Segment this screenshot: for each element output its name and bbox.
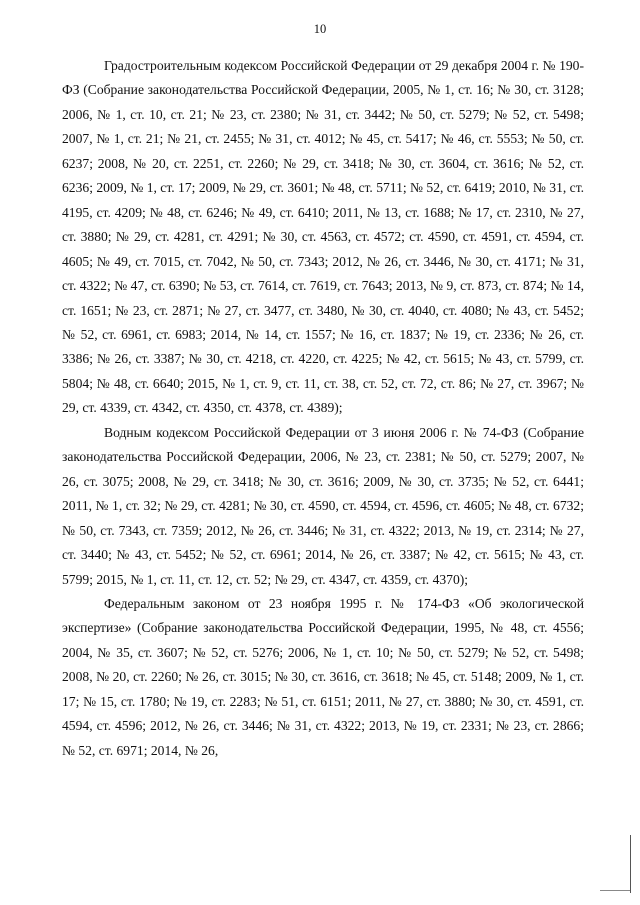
scan-corner-line <box>600 890 630 891</box>
paragraph-water-code: Водным кодексом Российской Федерации от 3 июня 2006 г. № 74-ФЗ (Собрание законодательства Российской Федерации, 2006, № 23, ст. 2381; № 50, ст. 5279; 2007, № 26, ст. 3075; 2008, № 29, ст. 3418; № 30, ст. 3616; 2009, № 30, ст. 3735; № 52, ст. 6441; 2011, № 1, ст. 32; № 29, ст. 4281; № 30, ст. 4590, ст. 4594, ст. 4596, ст. 4605; № 48, ст. 6732; № 50, ст. 7343, ст. 7359; 2012, № 26, ст. 3446; № 31, ст. 4322; 2013, № 19, ст. 2314; № 27, ст. 3440; № 43, ст. 5452; № 52, ст. 6961; 2014, № 26, ст. 3387; № 42, ст. 5615; № 43, ст. 5799; 2015, № 1, ст. 11, ст. 12, ст. 52; № 29, ст. 4347, ст. 4359, ст. 4370); <box>62 424 584 587</box>
page-number: 10 <box>313 22 327 36</box>
paragraph-urban-planning-code: Градостроительным кодексом Российской Федерации от 29 декабря 2004 г. № 190-ФЗ (Собрание законодательства Российской Федерации, 2005, № 1, ст. 16; № 30, ст. 3128; 2006, № 1, ст. 10, ст. 21; № 23, ст. 2380; № 31, ст. 3442; № 50, ст. 5279; № 52, ст. 5498; 2007, № 1, ст. 21; № 21, ст. 2455; № 31, ст. 4012; № 45, ст. 5417; № 46, ст. 5553; № 50, ст. 6237; 2008, № 20, ст. 2251, ст. 2260; № 29, ст. 3418; № 30, ст. 3604, ст. 3616; № 52, ст. 6236; 2009, № 1, ст. 17; 2009, № 29, ст. 3601; № 48, ст. 5711; № 52, ст. 6419; 2010, № 31, ст. 4195, ст. 4209; № 48, ст. 6246; № 49, ст. 6410; 2011, № 13, ст. 1688; № 17, ст. 2310, № 27, ст. 3880; № 29, ст. 4281, ст. 4291; № 30, ст. 4563, ст. 4572; ст. 4590, ст. 4591, ст. 4594, ст. 4605; № 49, ст. 7015, ст. 7042, № 50, ст. 7343; 2012, № 26, ст. 3446, № 30, ст. 4171; № 31, ст. 4322; № 47, ст. 6390; № 53, ст. 7614, ст. 7619, ст. 7643; 2013, № 9, ст. 873, ст. 874; № 14, ст. 1651; № 23, ст. 2871; № 27, ст. 3477, ст. 3480, № 30, ст. 4040, ст. 4080; № 43, ст. 5452; № 52, ст. 6961, ст. 6983; 2014, № 14, ст. 1557; № 16, ст. 1837; № 19, ст. 2336; № 26, ст. 3386; № 26, ст. 3387; № 30, ст. 4218, ст. 4220, ст. 4225; № 42, ст. 5615; № 43, ст. 5799, ст. 5804; № 48, ст. 6640; 2015, № 1, ст. 9, ст. 11, ст. 38, ст. 52, ст. 72, ст. 86; № 27, ст. 3967; № 29, ст. 4339, ст. 4342, ст. 4350, ст. 4378, ст. 4389); <box>62 58 585 416</box>
document-body <box>62 54 584 763</box>
paragraph-ecological-expertise-law: Федеральным законом от 23 ноября 1995 г. № 174-ФЗ «Об экологической экспертизе» (Собрание законодательства Российской Федерации, 1995, № 48, ст. 4556; 2004, № 35, ст. 3607; № 52, ст. 5276; 2006, № 1, ст. 10; № 50, ст. 5279; № 52, ст. 5498; 2008, № 20, ст. 2260; № 26, ст. 3015; № 30, ст. 3616, ст. 3618; № 45, ст. 5148; 2009, № 1, ст. 17; № 15, ст. 1780; № 19, ст. 2283; № 51, ст. 6151; 2011, № 27, ст. 3880; № 30, ст. 4591, ст. 4594, ст. 4596; 2012, № 26, ст. 3446; № 31, ст. 4322; 2013, № 19, ст. 2331; № 23, ст. 2866; № 52, ст. 6971; 2014, № 26, <box>62 595 584 758</box>
scan-edge-mark <box>630 835 631 893</box>
